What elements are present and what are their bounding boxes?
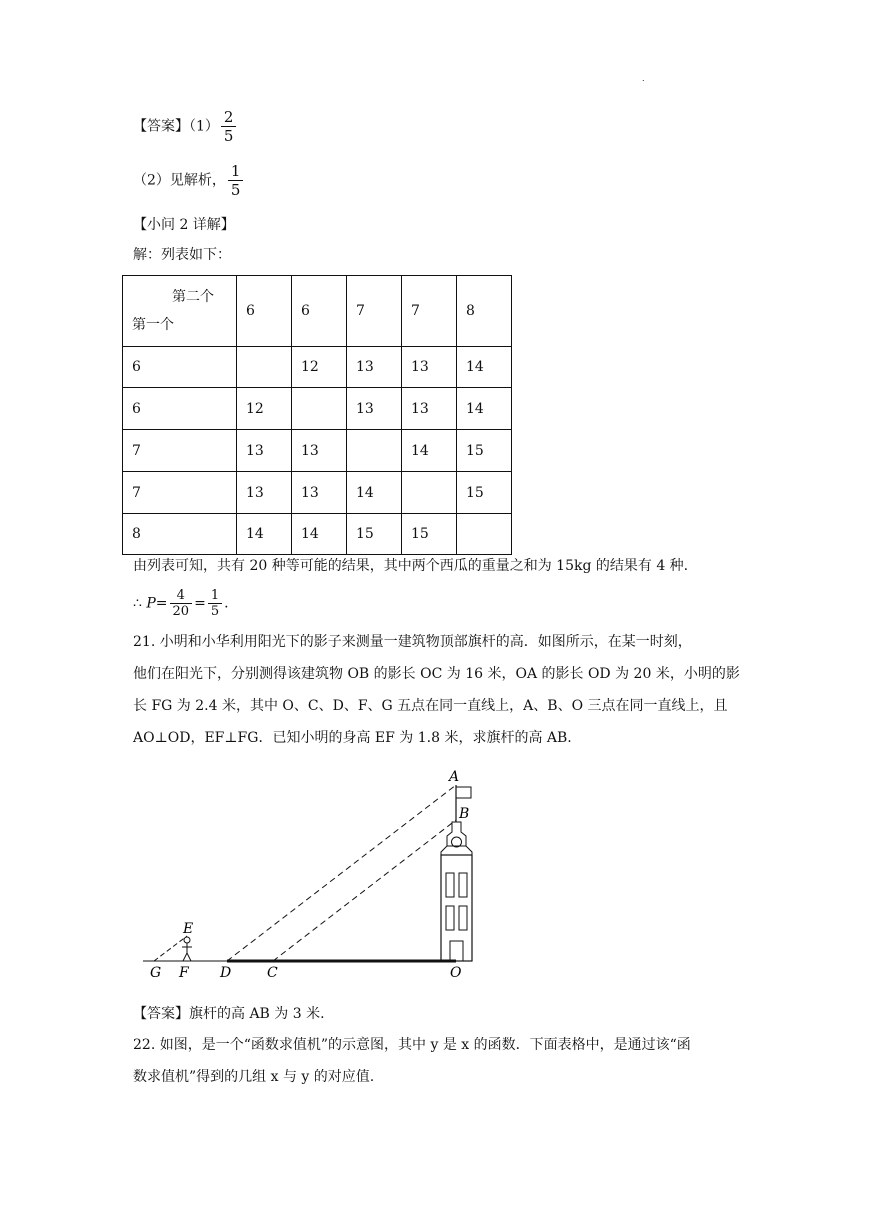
label-c: C	[267, 965, 278, 981]
probability-formula	[133, 588, 229, 619]
tower-window	[446, 873, 454, 897]
table-cell: 15	[402, 514, 457, 555]
table-row-label: 7	[123, 430, 237, 472]
therefore-symbol: ∴	[133, 595, 142, 612]
table-cell: 14	[292, 514, 347, 555]
fraction-1-numerator: 4	[176, 588, 185, 603]
label-o: O	[450, 965, 462, 981]
answer-1	[133, 108, 238, 145]
answer-2-denominator: 5	[228, 180, 244, 199]
table-row-label: 6	[123, 388, 237, 430]
table-header-row	[123, 276, 512, 347]
answer-1-denominator: 5	[221, 126, 237, 145]
detail-heading: 【小问 2 详解】	[133, 217, 235, 233]
probability-fraction-1	[170, 588, 193, 619]
fraction-2-denominator: 5	[208, 603, 222, 619]
table-cell	[347, 430, 402, 472]
question-21-line-3: 长 FG 为 2.4 米，其中 O、C、D、F、G 五点在同一直线上，A、B、O 三点在同一直线上，且	[133, 698, 728, 714]
table-cell: 13	[292, 430, 347, 472]
table-cell: 14	[457, 388, 512, 430]
table-cell: 12	[292, 347, 347, 388]
probability-fraction-2	[208, 588, 222, 619]
person-head	[184, 937, 190, 943]
table-corner-cell	[123, 276, 237, 347]
table-cell	[457, 514, 512, 555]
shadow-figure	[0, 760, 869, 990]
table-cell: 15	[457, 472, 512, 514]
tower-door	[450, 941, 463, 961]
label-b: B	[459, 806, 470, 822]
table-cell: 14	[457, 347, 512, 388]
table-cell: 13	[347, 347, 402, 388]
header-top-label: 第二个	[172, 289, 214, 305]
header-dot: .	[642, 74, 645, 83]
table-row	[123, 514, 512, 555]
answer-2-numerator: 1	[230, 162, 241, 180]
table-cell	[292, 388, 347, 430]
table-row-label: 7	[123, 472, 237, 514]
ray-ge	[154, 936, 187, 961]
question-22-line-2: 数求值机”得到的几组 x 与 y 的对应值.	[133, 1069, 375, 1085]
table-col-header: 7	[347, 276, 402, 347]
table-col-header: 8	[457, 276, 512, 347]
table-cell: 12	[237, 388, 292, 430]
table-cell: 14	[347, 472, 402, 514]
table-cell: 13	[237, 430, 292, 472]
table-row	[123, 472, 512, 514]
table-col-header: 6	[292, 276, 347, 347]
sum-table	[122, 275, 512, 555]
table-row	[123, 347, 512, 388]
period: .	[224, 595, 229, 612]
answer-1-numerator: 2	[223, 108, 234, 126]
tower-roof	[441, 846, 472, 862]
solution-intro: 解：列表如下：	[133, 247, 231, 263]
tower-window	[459, 873, 467, 897]
table-row-label: 8	[123, 514, 237, 555]
tower-window	[459, 906, 467, 930]
question-22-line-1: 22. 如图，是一个“函数求值机”的示意图，其中 y 是 x 的函数．下面表格中，是通过该“函	[133, 1037, 691, 1053]
table-cell	[402, 472, 457, 514]
table-cell: 15	[347, 514, 402, 555]
label-f: F	[179, 965, 189, 981]
fraction-1-denominator: 20	[170, 603, 193, 619]
header-left-label: 第一个	[132, 317, 174, 333]
tower-window	[446, 906, 454, 930]
label-g: G	[150, 965, 162, 981]
ray-da	[227, 785, 456, 961]
table-row-label: 6	[123, 347, 237, 388]
person-leg	[183, 953, 187, 961]
table-conclusion: 由列表可知，共有 20 种等可能的结果，其中两个西瓜的重量之和为 15kg 的结果有 4 种.	[133, 558, 689, 574]
table-col-header: 7	[402, 276, 457, 347]
table-cell: 15	[457, 430, 512, 472]
equals-sign-1: =	[155, 595, 168, 612]
table-cell: 13	[292, 472, 347, 514]
question-21	[133, 626, 743, 754]
label-a: A	[449, 769, 460, 785]
flag	[456, 787, 471, 798]
ray-cb	[273, 820, 456, 961]
person-leg	[187, 953, 191, 961]
table-cell: 14	[402, 430, 457, 472]
question-21-line-1: 21. 小明和小华利用阳光下的影子来测量一建筑物顶部旗杆的高．如图所示，在某一时刻，	[133, 634, 692, 650]
answer-1-prefix: 【答案】（1）	[133, 118, 219, 135]
table-cell: 13	[347, 388, 402, 430]
table-cell: 13	[402, 347, 457, 388]
answer-2-prefix: （2）见解析，	[133, 172, 226, 189]
question-21-line-2: 他们在阳光下，分别测得该建筑物 OB 的影长 OC 为 16 米，OA 的影长 OD 为 20 米，小明的影	[133, 666, 740, 682]
label-d: D	[220, 965, 232, 981]
answer-2	[133, 162, 245, 199]
table-cell: 13	[237, 472, 292, 514]
label-e: E	[183, 921, 194, 937]
question-21-line-4: AO⊥OD，EF⊥FG．已知小明的身高 EF 为 1.8 米，求旗杆的高 AB.	[133, 730, 572, 746]
fraction-2-numerator: 1	[210, 588, 220, 603]
table-col-header: 6	[237, 276, 292, 347]
question-22	[133, 1029, 743, 1093]
answer-1-fraction	[221, 108, 237, 145]
table-cell: 14	[237, 514, 292, 555]
probability-var: P	[146, 595, 156, 612]
equals-sign-2: =	[194, 595, 206, 612]
table-cell: 13	[402, 388, 457, 430]
table-row	[123, 430, 512, 472]
table-row	[123, 388, 512, 430]
table-cell	[237, 347, 292, 388]
answer-21: 【答案】旗杆的高 AB 为 3 米.	[133, 1006, 325, 1022]
answer-2-fraction	[228, 162, 244, 199]
tower-spire	[447, 822, 466, 846]
